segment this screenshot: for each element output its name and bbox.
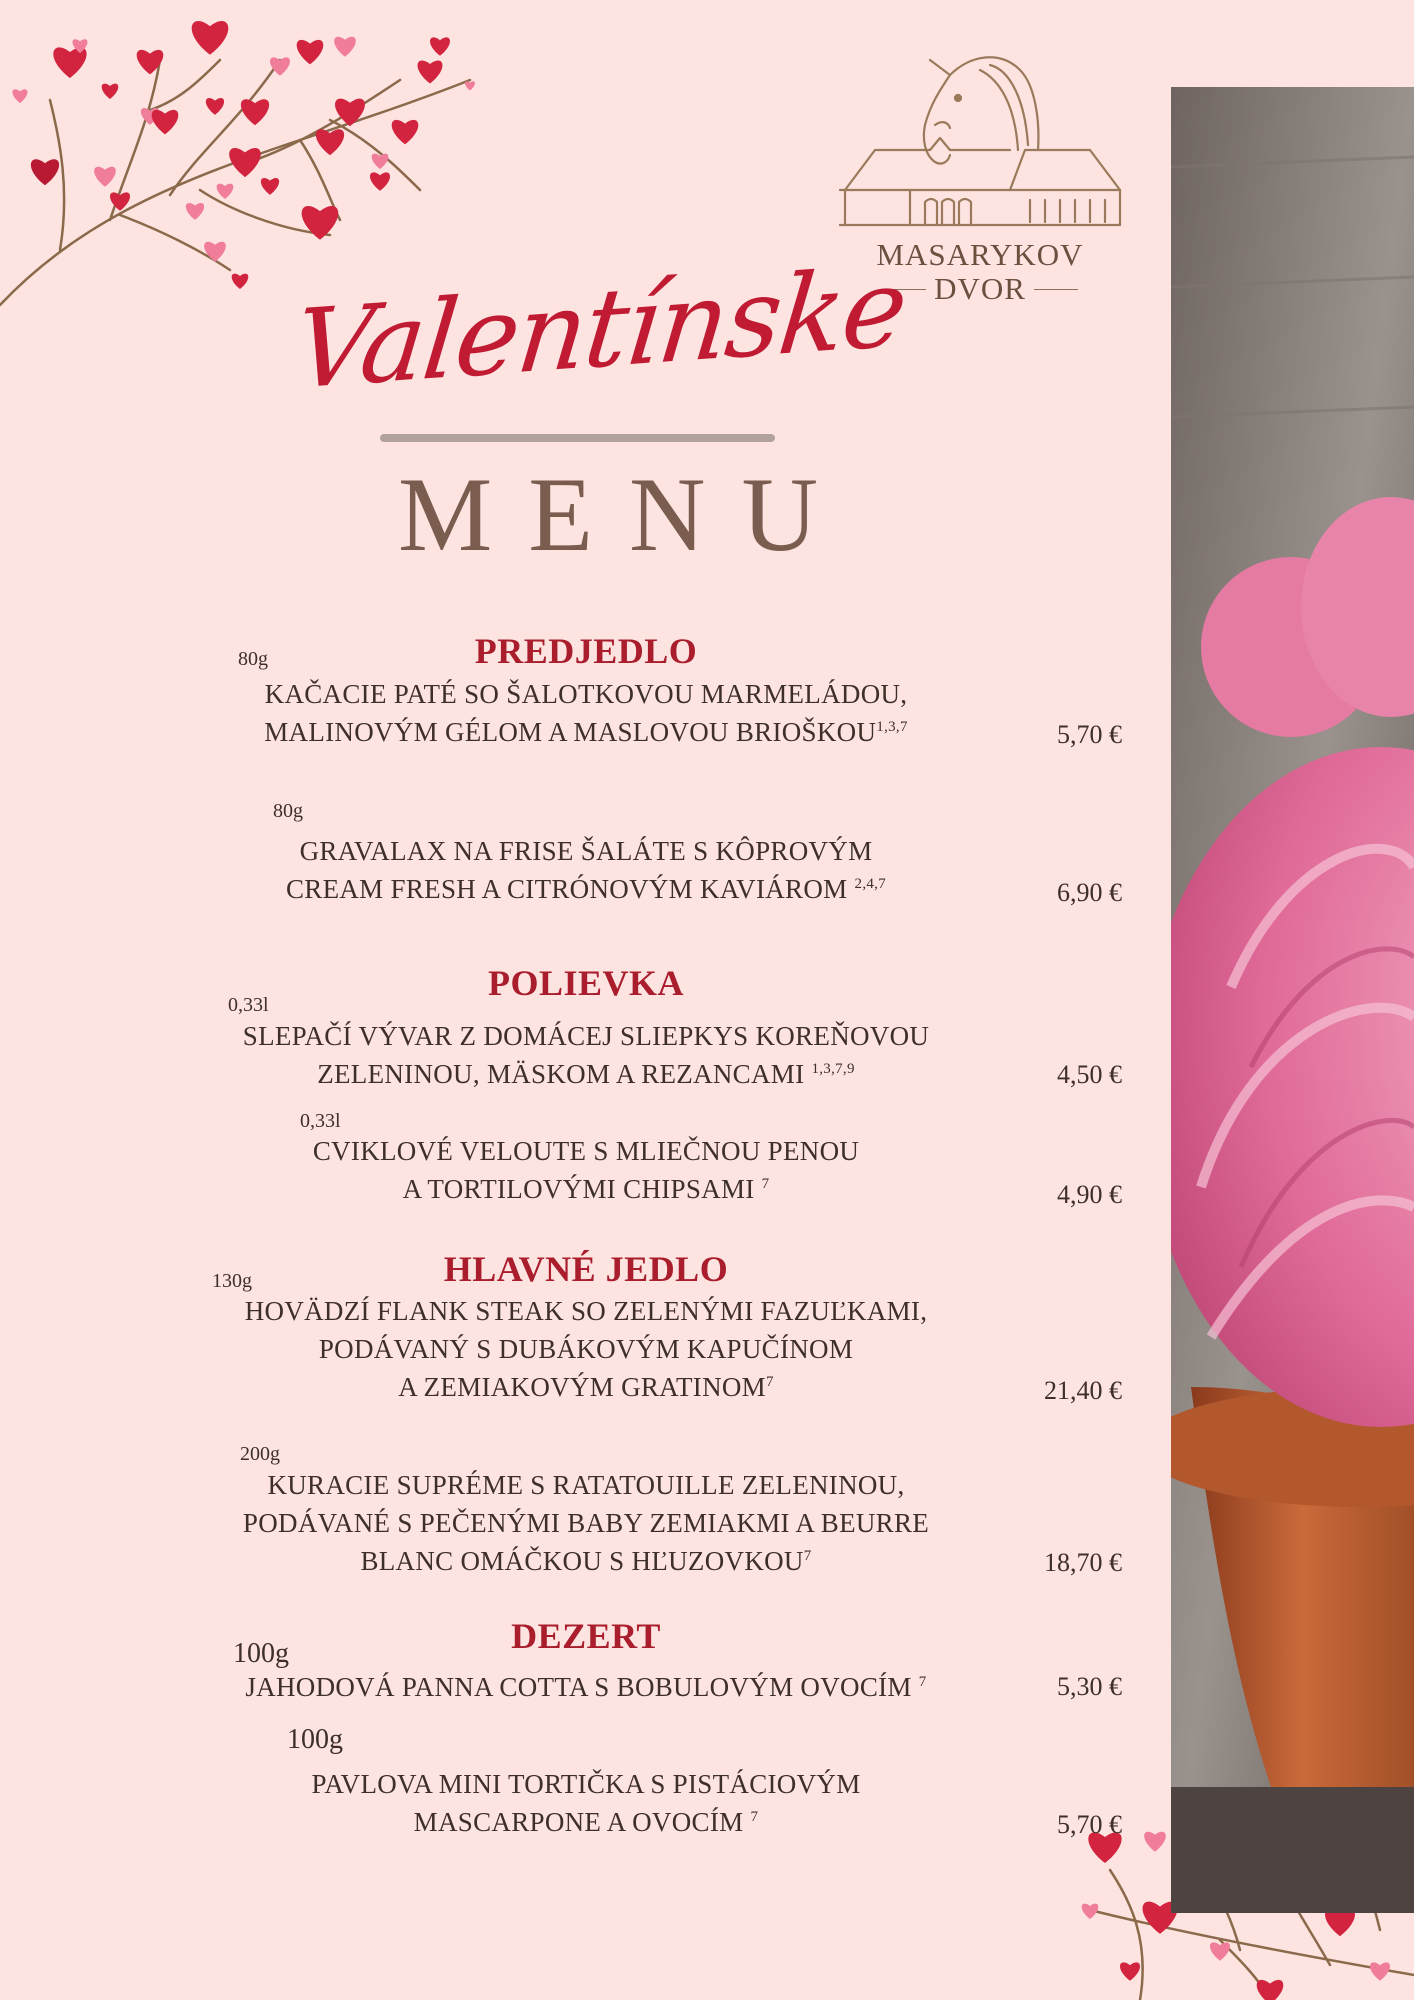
- item-price: 18,70 €: [1044, 1548, 1122, 1577]
- menu-item-line: MALINOVÝM GÉLOM A MASLOVOU BRIOŠKOU$^{1,3,7}$: [264, 717, 908, 747]
- menu-item-description: [136, 832, 1036, 908]
- menu-item-line: KAČACIE PATÉ SO ŠALOTKOVOU MARMELÁDOU,: [264, 679, 908, 709]
- menu-item-line: ZELENINOU, MÄSKOM A REZANCAMI $^{1,3,7,9}$: [317, 1059, 855, 1089]
- menu-item-line: PODÁVANÉ S PEČENÝMI BABY ZEMIAKMI A BEURRE: [242, 1508, 930, 1538]
- item-weight: 0,33l: [228, 994, 269, 1016]
- item-price: 6,90 €: [1057, 878, 1122, 907]
- item-price: 21,40 €: [1044, 1376, 1122, 1405]
- item-weight: 80g: [273, 800, 303, 822]
- item-weight: 100g: [287, 1724, 343, 1755]
- item-allergens: 7: [918, 1674, 927, 1690]
- item-price: 4,50 €: [1057, 1060, 1122, 1089]
- menu-item-description: [136, 1668, 1036, 1706]
- item-price: 5,70 €: [1057, 1810, 1122, 1839]
- menu-item-description: [136, 1765, 1036, 1841]
- item-allergens: 7: [761, 1176, 770, 1192]
- section-title: PREDJEDLO: [474, 631, 698, 671]
- menu-item-line: A TORTILOVÝMI CHIPSAMI $^7$: [402, 1174, 770, 1204]
- menu-item-line: BLANC OMÁČKOU S HĽUZOVKOU$^7$: [360, 1546, 812, 1576]
- menu-item-description: [136, 1292, 1036, 1406]
- menu-item-description: [136, 1017, 1036, 1093]
- menu-item-line: CREAM FRESH A CITRÓNOVÝM KAVIÁROM $^{2,4,7}$: [285, 874, 887, 904]
- section-title: HLAVNÉ JEDLO: [443, 1249, 729, 1289]
- menu-item-description: [136, 1132, 1036, 1208]
- item-allergens: 7: [803, 1548, 812, 1564]
- item-allergens: 1,3,7: [876, 719, 908, 735]
- menu-item-line: PAVLOVA MINI TORTIČKA S PISTÁCIOVÝM: [311, 1769, 861, 1799]
- menu-item-line: GRAVALAX NA FRISE ŠALÁTE S KÔPROVÝM: [299, 836, 873, 866]
- menu-item-line: CVIKLOVÉ VELOUTE S MLIEČNOU PENOU: [312, 1136, 860, 1166]
- logo-name-line2: DVOR: [934, 271, 1026, 306]
- item-allergens: 7: [750, 1809, 759, 1825]
- section-title: DEZERT: [511, 1616, 661, 1656]
- item-price: 5,70 €: [1057, 720, 1122, 749]
- item-weight: 100g: [233, 1638, 289, 1669]
- item-price: 5,30 €: [1057, 1672, 1122, 1701]
- menu-item-line: JAHODOVÁ PANNA COTTA S BOBULOVÝM OVOCÍM $^7$: [245, 1672, 927, 1702]
- menu-item-line: KURACIE SUPRÉME S RATATOUILLE ZELENINOU,: [267, 1470, 905, 1500]
- item-allergens: 2,4,7: [854, 876, 887, 892]
- title-menu: MENU: [397, 456, 855, 573]
- logo-name-line1: MASARYKOV: [876, 237, 1084, 272]
- item-weight: 130g: [212, 1270, 252, 1292]
- title-script: Valentínske: [288, 245, 912, 414]
- item-allergens: 7: [765, 1374, 774, 1390]
- menu-item-description: [136, 675, 1036, 751]
- menu-item-line: SLEPAČÍ VÝVAR Z DOMÁCEJ SLIEPKYS KOREŇOVOU: [242, 1021, 930, 1051]
- item-weight: 0,33l: [300, 1110, 341, 1132]
- item-allergens: 1,3,7,9: [811, 1061, 855, 1077]
- menu-item-line: A ZEMIAKOVÝM GRATINOM$^7$: [398, 1372, 774, 1402]
- section-title: POLIEVKA: [487, 963, 685, 1003]
- menu-item-line: HOVÄDZÍ FLANK STEAK SO ZELENÝMI FAZUĽKAMI,: [244, 1296, 928, 1326]
- item-weight: 80g: [238, 648, 268, 670]
- item-price: 4,90 €: [1057, 1180, 1122, 1209]
- menu-item-description: [136, 1466, 1036, 1580]
- menu-item-line: PODÁVANÝ S DUBÁKOVÝM KAPUČÍNOM: [318, 1334, 854, 1364]
- item-weight: 200g: [240, 1443, 280, 1465]
- menu-item-line: MASCARPONE A OVOCÍM $^7$: [413, 1807, 759, 1837]
